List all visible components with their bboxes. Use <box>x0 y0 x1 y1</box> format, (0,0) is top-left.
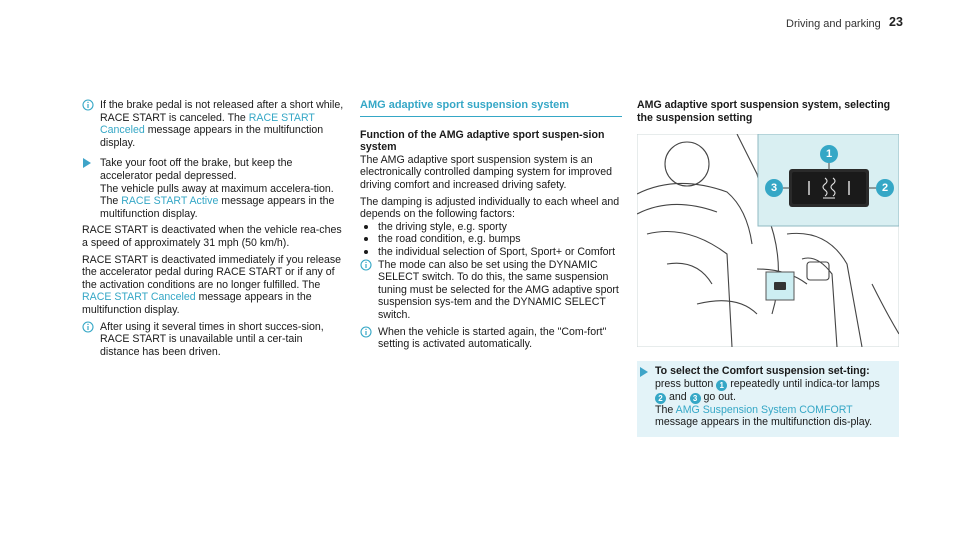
column-3 <box>637 99 899 437</box>
page-number: 23 <box>889 15 903 29</box>
step-arrow-icon <box>83 158 91 168</box>
paragraph: RACE START is deactivated immediately if you release the accelerator pedal during RACE START or if any of the activation conditions are no longer fulfilled. The RACE START Canceled message appears in the multifunction display. <box>82 253 342 316</box>
paragraph: RACE START is deactivated when the vehicle rea-ches a speed of approximately 31 mph (50 km/h). <box>82 224 342 249</box>
display-message: AMG Suspension System COMFORT <box>675 403 853 416</box>
display-message: RACE START Canceled <box>100 111 315 137</box>
button-ref-1: 1 <box>716 380 727 391</box>
note-race-start-canceled: If the brake pedal is not released after a short while, RACE START is canceled. The RACE START Canceled message appears in the multifunction display. <box>82 99 344 149</box>
list-item: the individual selection of Sport, Sport+ or Comfort <box>360 246 622 259</box>
list-item: the driving style, e.g. sporty <box>360 221 622 234</box>
callout-2: 2 <box>876 179 894 197</box>
column-2 <box>360 99 622 355</box>
factor-list <box>360 221 622 259</box>
display-message: RACE START Canceled <box>82 291 196 304</box>
suspension-switch-figure <box>637 134 899 347</box>
cockpit-illustration <box>637 134 899 347</box>
lamp-ref-2: 2 <box>655 393 666 404</box>
running-header: Driving and parking <box>786 18 881 30</box>
paragraph: The damping is adjusted individually to each wheel and depends on the following factors: <box>360 195 620 221</box>
note-several-times: After using it several times in short succes-sion, RACE START is unavailable until a cer-tain distance has been driven. <box>82 321 344 359</box>
note-dynamic-select: The mode can also be set using the DYNAMIC SELECT switch. To do this, the same suspension tuning must be selected for the AMG adaptive sport suspension sys-tem and the DYNAMIC SELECT switch. <box>360 259 622 322</box>
callout-3: 3 <box>765 179 783 197</box>
display-message: RACE START Active <box>121 195 219 208</box>
lamp-ref-3: 3 <box>690 393 701 404</box>
info-note-icon <box>360 259 372 271</box>
comfort-instruction: To select the Comfort suspension set-ting: press button 1 repeatedly until indica-tor lamps 2 and 3 go out. The AMG Suspension System COMFORT message appears in the multifunction dis-play. <box>637 361 899 437</box>
section-title: AMG adaptive sport suspension system <box>360 99 622 117</box>
column-1 <box>82 99 344 362</box>
callout-1: 1 <box>820 145 838 163</box>
subheading: Function of the AMG adaptive sport suspen-sion system <box>360 128 605 154</box>
list-item: the road condition, e.g. bumps <box>360 233 622 246</box>
subheading: AMG adaptive sport suspension system, selecting the suspension setting <box>637 99 891 124</box>
info-note-icon <box>82 321 94 333</box>
instruction-step: Take your foot off the brake, but keep the accelerator pedal depressed. The vehicle pulls away at maximum accelera-tion. The RACE START Active message appears in the multifunction display. <box>82 157 344 220</box>
step-arrow-icon <box>640 367 648 377</box>
info-note-icon <box>360 326 372 338</box>
paragraph: The AMG adaptive sport suspension system is an electronically controlled damping system for improved driving comfort and increased driving safety. <box>360 153 613 191</box>
note-comfort-default: When the vehicle is started again, the "Com-fort" setting is activated automatically. <box>360 326 622 351</box>
info-note-icon <box>82 99 94 111</box>
